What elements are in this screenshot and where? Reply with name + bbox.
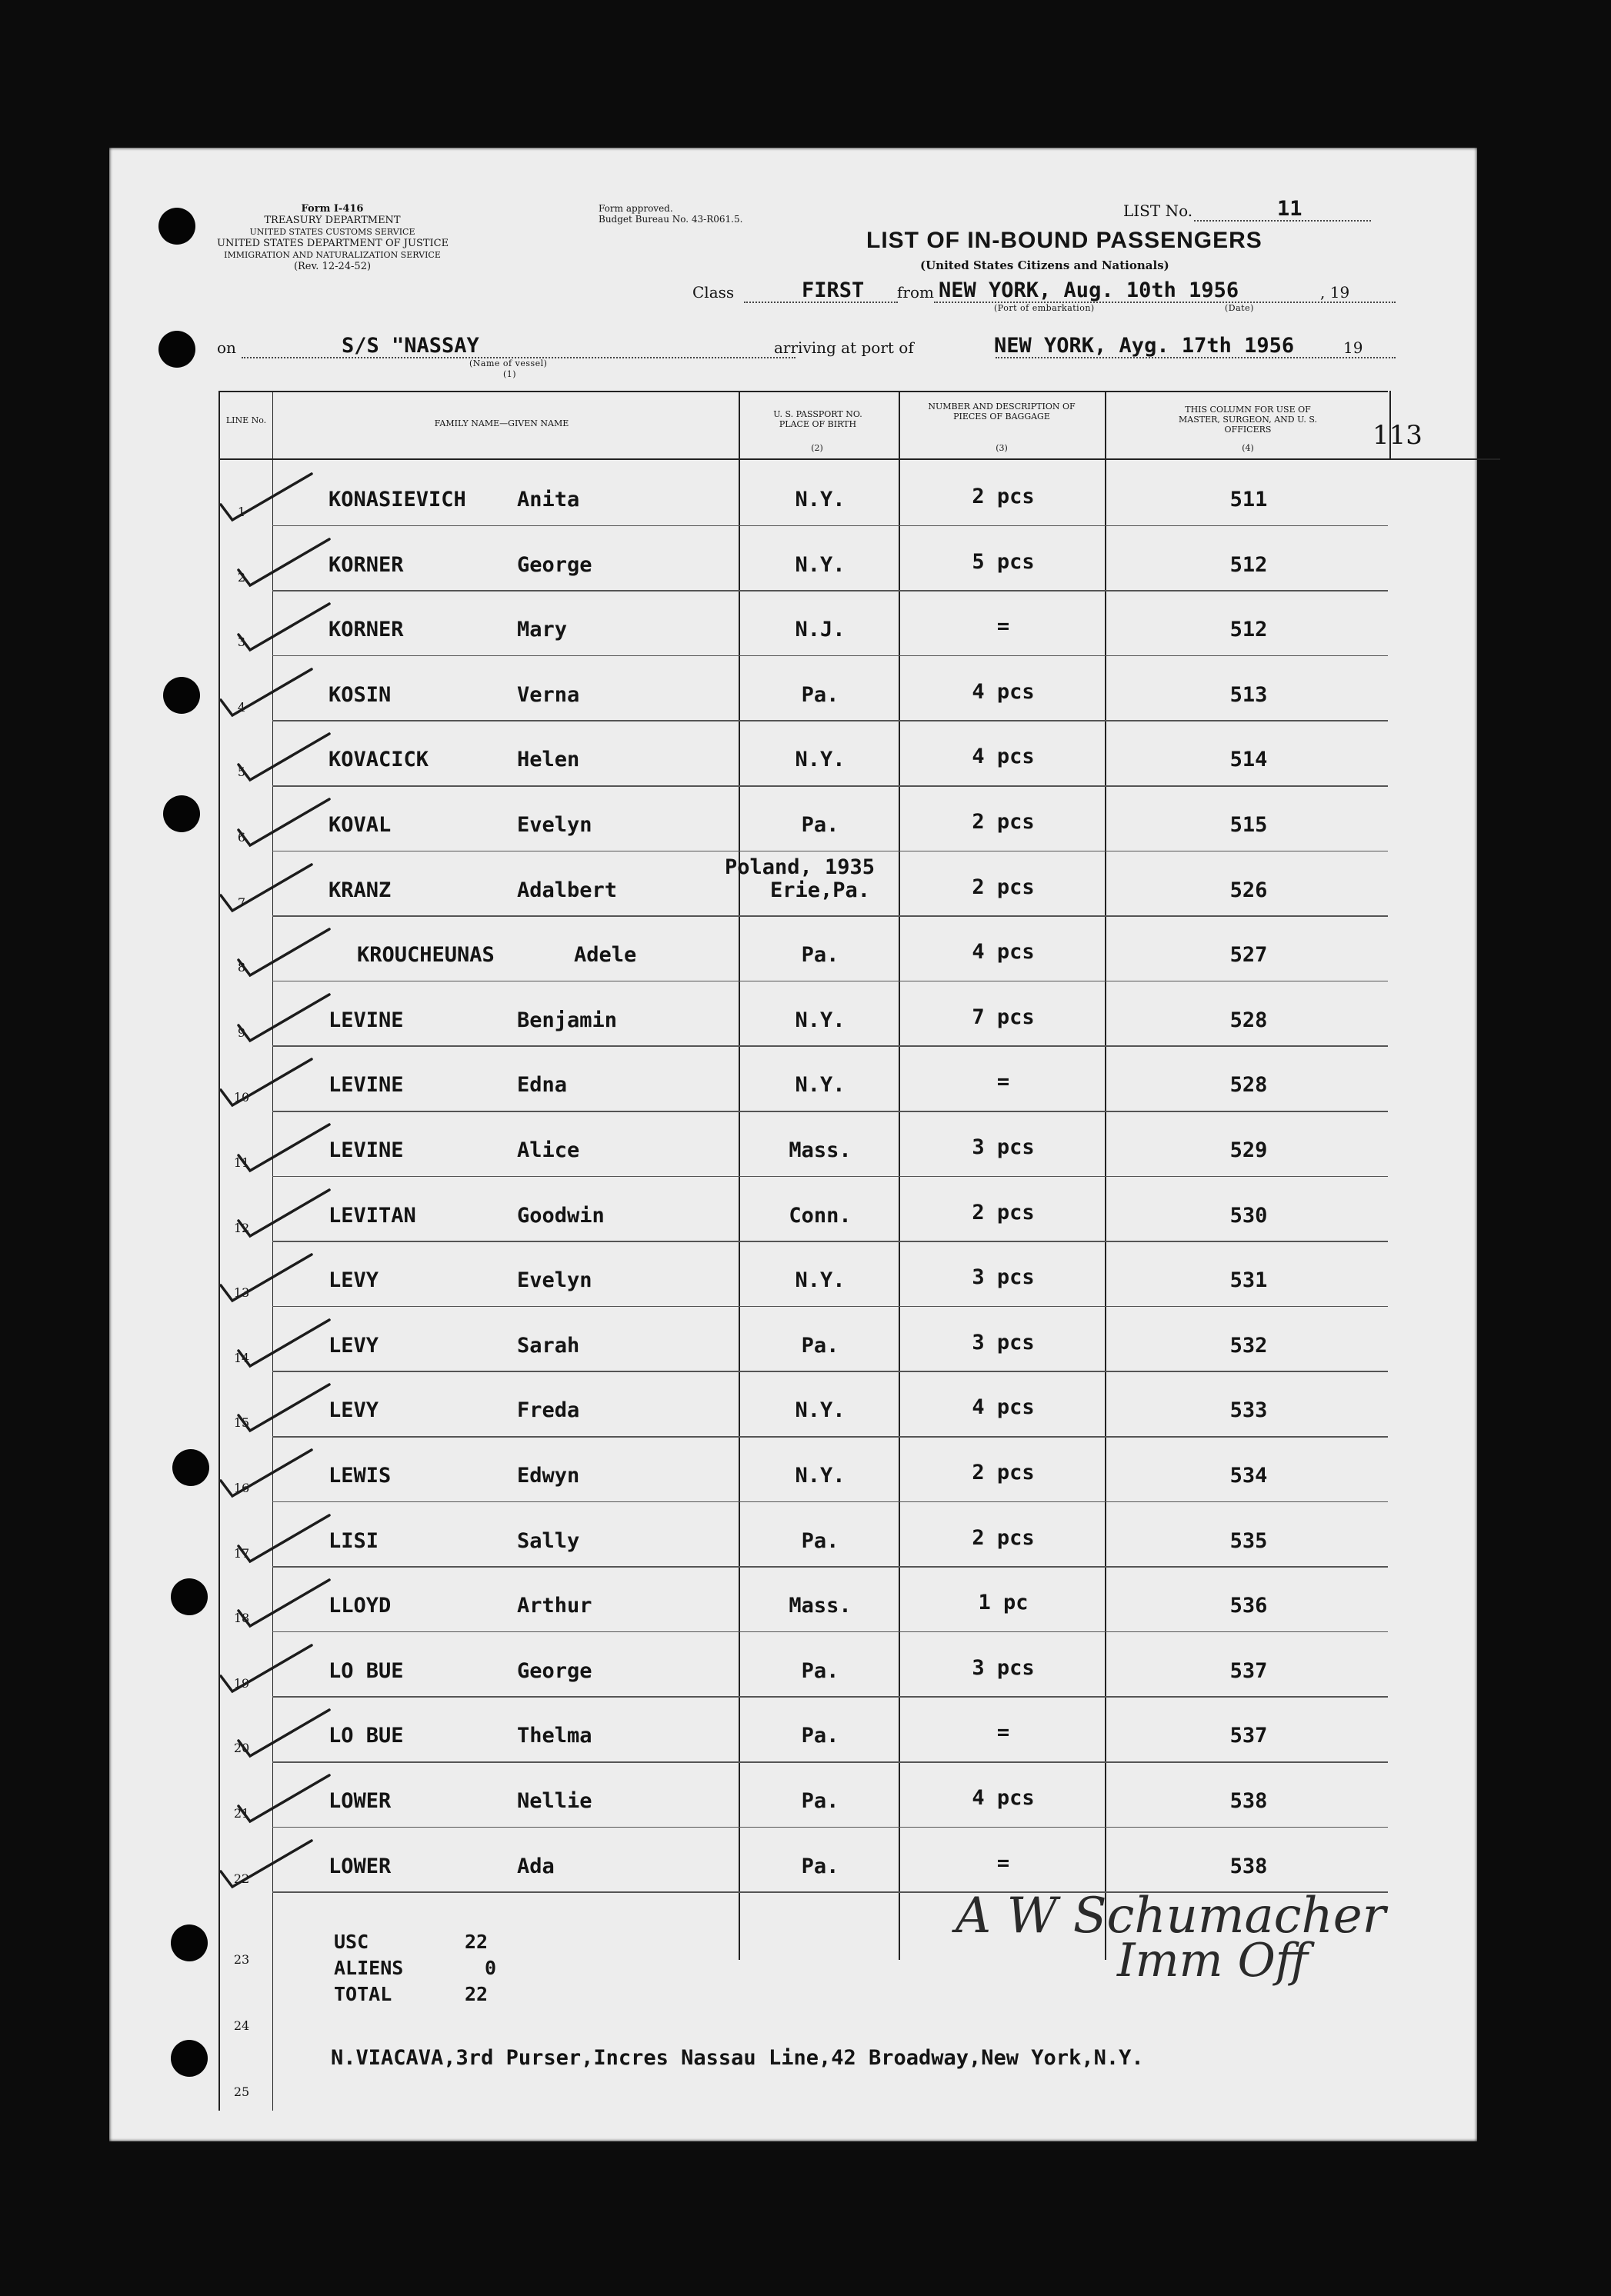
vessel-caption-number: (1) bbox=[503, 369, 517, 379]
baggage-pieces: 7 pcs bbox=[972, 1005, 1035, 1029]
given-name: Verna bbox=[517, 682, 580, 707]
check-mark bbox=[231, 598, 339, 659]
form-title: LIST OF IN-BOUND PASSENGERS bbox=[866, 228, 1262, 253]
family-name: LEVY bbox=[329, 1333, 379, 1358]
given-name: Goodwin bbox=[517, 1203, 605, 1228]
col-header-passport: U. S. PASSPORT NO. PLACE OF BIRTH bbox=[773, 409, 862, 429]
given-name: Edna bbox=[517, 1073, 568, 1098]
check-mark bbox=[231, 1704, 339, 1765]
check-mark bbox=[231, 1574, 339, 1635]
given-name: Adele bbox=[574, 943, 637, 968]
baggage-pieces: 2 pcs bbox=[972, 1461, 1035, 1485]
family-name: LEWIS bbox=[329, 1464, 392, 1488]
line-number: 8 bbox=[237, 960, 246, 975]
officer-number: 529 bbox=[1229, 1138, 1268, 1162]
justice-dept: UNITED STATES DEPARTMENT OF JUSTICE bbox=[217, 238, 449, 249]
line-number: 9 bbox=[237, 1025, 246, 1040]
date-caption: (Date) bbox=[1225, 303, 1254, 313]
place-of-birth: Mass. bbox=[789, 1138, 852, 1162]
place-of-birth: Pa. bbox=[801, 1528, 839, 1553]
officer-number: 533 bbox=[1229, 1398, 1268, 1423]
given-name: Edwyn bbox=[517, 1464, 580, 1488]
officer-number: 513 bbox=[1229, 682, 1268, 707]
col-header-baggage-number: (3) bbox=[996, 443, 1008, 453]
col-header-officers: THIS COLUMN FOR USE OF MASTER, SURGEON, AND U. S. OFFICERS bbox=[1178, 405, 1317, 435]
form-revision: (Rev. 12-24-52) bbox=[293, 261, 372, 272]
given-name: George bbox=[517, 552, 592, 577]
family-name: LOWER bbox=[329, 1854, 392, 1878]
check-mark bbox=[213, 1639, 321, 1701]
treasury-dept: TREASURY DEPARTMENT bbox=[264, 215, 401, 226]
officer-number: 538 bbox=[1229, 1854, 1268, 1878]
row-rule bbox=[272, 720, 1388, 721]
given-name: Mary bbox=[517, 618, 568, 642]
form-number: Form I-416 bbox=[301, 203, 364, 215]
check-mark bbox=[231, 533, 339, 595]
place-of-birth: Pa. bbox=[801, 1724, 839, 1748]
binder-hole bbox=[158, 208, 195, 245]
row-rule bbox=[272, 915, 1388, 917]
officer-number: 532 bbox=[1229, 1333, 1268, 1358]
binder-hole bbox=[171, 1924, 208, 1961]
given-name: Adalbert bbox=[517, 878, 618, 902]
officer-signature: A W Schumacher bbox=[956, 1888, 1386, 1944]
immigration-service: IMMIGRATION AND NATURALIZATION SERVICE bbox=[224, 250, 441, 260]
given-name: Evelyn bbox=[517, 1268, 592, 1293]
class-value: FIRST bbox=[802, 278, 865, 302]
check-mark bbox=[213, 1248, 321, 1310]
given-name: Arthur bbox=[517, 1594, 592, 1618]
family-name: KORNER bbox=[329, 552, 404, 577]
check-mark bbox=[231, 1769, 339, 1831]
place-of-birth: N.Y. bbox=[795, 1398, 846, 1423]
place-of-birth: Erie,Pa. bbox=[769, 878, 871, 902]
family-name: LOWER bbox=[329, 1789, 392, 1813]
row-rule bbox=[272, 1371, 1388, 1372]
row-rule bbox=[272, 1501, 1388, 1503]
officer-number: 537 bbox=[1229, 1658, 1268, 1683]
port-embarkation-caption: (Port of embarkation) bbox=[994, 303, 1095, 313]
baggage-pieces: 4 pcs bbox=[972, 1395, 1035, 1420]
family-name: LLOYD bbox=[329, 1594, 392, 1618]
line-number: 10 bbox=[233, 1090, 250, 1105]
given-name: Ada bbox=[517, 1854, 555, 1878]
check-mark bbox=[231, 988, 339, 1050]
row-rule bbox=[272, 525, 1388, 527]
place-of-birth: N.Y. bbox=[795, 1073, 846, 1098]
baggage-pieces: 3 pcs bbox=[972, 1655, 1035, 1680]
baggage-pieces: 4 pcs bbox=[972, 1786, 1035, 1810]
family-name: KONASIEVICH bbox=[329, 488, 466, 512]
place-of-birth: Pa. bbox=[801, 943, 839, 968]
baggage-pieces: 2 pcs bbox=[972, 875, 1035, 899]
line-number: 15 bbox=[233, 1415, 250, 1431]
family-name: LEVINE bbox=[329, 1138, 404, 1162]
page-number: 113 bbox=[1373, 420, 1423, 451]
family-name: KRANZ bbox=[329, 878, 392, 902]
place-of-birth: N.Y. bbox=[795, 488, 846, 512]
line-number: 4 bbox=[237, 699, 246, 715]
manifest-page bbox=[109, 148, 1477, 2141]
budget-bureau: Budget Bureau No. 43-R061.5. bbox=[599, 214, 743, 225]
row-rule bbox=[272, 1696, 1388, 1698]
row-rule bbox=[272, 1241, 1388, 1242]
place-of-birth: N.Y. bbox=[795, 1464, 846, 1488]
family-name: LEVITAN bbox=[329, 1203, 416, 1228]
place-of-birth: Mass. bbox=[789, 1594, 852, 1618]
baggage-pieces: 5 pcs bbox=[972, 549, 1035, 574]
binder-hole bbox=[163, 795, 200, 832]
vessel-value: S/S "NASSAY bbox=[342, 334, 479, 358]
officer-number: 528 bbox=[1229, 1073, 1268, 1098]
baggage-pieces: 2 pcs bbox=[972, 485, 1035, 508]
place-of-birth: Pa. bbox=[801, 1333, 839, 1358]
list-number-label: LIST No. bbox=[1123, 202, 1193, 220]
family-name: KOSIN bbox=[329, 682, 392, 707]
given-name: Helen bbox=[517, 748, 580, 772]
approval-block bbox=[599, 203, 742, 225]
baggage-pieces: = bbox=[996, 1070, 1010, 1095]
baggage-pieces: 2 pcs bbox=[972, 1525, 1035, 1550]
check-mark bbox=[213, 663, 321, 725]
baggage-pieces: 4 pcs bbox=[972, 745, 1035, 769]
line-number: 25 bbox=[233, 2084, 250, 2099]
family-name: KOVACICK bbox=[329, 748, 429, 772]
line-number: 7 bbox=[237, 895, 246, 910]
given-name: George bbox=[517, 1658, 592, 1683]
family-name: KOVAL bbox=[329, 813, 392, 837]
arrival-value: NEW YORK, Ayg. 17th 1956 bbox=[994, 334, 1295, 358]
from-value: NEW YORK, Aug. 10th 1956 bbox=[939, 278, 1239, 302]
baggage-pieces: = bbox=[996, 1721, 1010, 1745]
given-name: Freda bbox=[517, 1398, 580, 1423]
baggage-pieces: 4 pcs bbox=[972, 679, 1035, 704]
check-mark bbox=[231, 1314, 339, 1375]
given-name: Evelyn bbox=[517, 813, 592, 837]
officer-number: 514 bbox=[1229, 748, 1268, 772]
form-approved: Form approved. bbox=[599, 203, 673, 214]
place-of-birth: N.Y. bbox=[795, 1268, 846, 1293]
row-rule bbox=[272, 1306, 1388, 1308]
given-name: Nellie bbox=[517, 1789, 592, 1813]
on-label: on bbox=[217, 338, 236, 357]
class-label: Class bbox=[692, 283, 735, 302]
check-mark bbox=[231, 923, 339, 985]
table-header-border bbox=[218, 458, 1500, 460]
line-number: 13 bbox=[233, 1285, 250, 1301]
baggage-pieces: 1 pc bbox=[978, 1591, 1029, 1615]
row-rule bbox=[272, 655, 1388, 657]
col-header-passport-number: (2) bbox=[811, 443, 823, 453]
family-name: LEVY bbox=[329, 1398, 379, 1423]
family-name: LEVINE bbox=[329, 1073, 404, 1098]
row-rule bbox=[272, 1111, 1388, 1112]
arrival-year-prefix: 19 bbox=[1343, 338, 1363, 357]
officer-number: 537 bbox=[1229, 1724, 1268, 1748]
col-header-baggage: NUMBER AND DESCRIPTION OF PIECES OF BAGGAGE bbox=[928, 402, 1076, 422]
officer-number: 530 bbox=[1229, 1203, 1268, 1228]
given-name: Benjamin bbox=[517, 1008, 618, 1032]
from-year-prefix: , 19 bbox=[1320, 283, 1350, 302]
row-rule bbox=[272, 981, 1388, 982]
usc-label: USC bbox=[334, 1931, 369, 1953]
form-issuer-block bbox=[217, 203, 448, 272]
officer-number: 528 bbox=[1229, 1008, 1268, 1032]
baggage-pieces: = bbox=[996, 1851, 1010, 1875]
binder-hole bbox=[172, 1449, 209, 1486]
check-mark bbox=[231, 793, 339, 855]
officer-number: 538 bbox=[1229, 1789, 1268, 1813]
baggage-pieces: = bbox=[996, 615, 1010, 639]
family-name: LEVY bbox=[329, 1268, 379, 1293]
row-rule bbox=[272, 590, 1388, 591]
check-mark bbox=[231, 728, 339, 789]
line-number: 23 bbox=[233, 1952, 250, 1967]
line-number: 16 bbox=[233, 1481, 250, 1495]
line-number: 6 bbox=[237, 830, 246, 845]
family-name: LO BUE bbox=[329, 1724, 404, 1748]
baggage-pieces: 3 pcs bbox=[972, 1330, 1035, 1355]
line-number: 5 bbox=[237, 765, 246, 780]
row-rule bbox=[272, 1631, 1388, 1633]
binder-hole bbox=[158, 331, 195, 368]
total-label: TOTAL bbox=[334, 1983, 392, 2005]
binder-hole bbox=[171, 2040, 208, 2077]
officer-number: 512 bbox=[1229, 552, 1268, 577]
line-number: 14 bbox=[233, 1350, 250, 1365]
check-mark bbox=[231, 1509, 339, 1571]
officer-number: 515 bbox=[1229, 813, 1268, 837]
family-name: LISI bbox=[329, 1528, 379, 1553]
given-name: Sally bbox=[517, 1528, 580, 1553]
col-header-officers-number: (4) bbox=[1242, 443, 1254, 453]
baggage-pieces: 2 pcs bbox=[972, 1200, 1035, 1225]
officer-number: 534 bbox=[1229, 1464, 1268, 1488]
from-label: from bbox=[897, 283, 934, 302]
purser-footer: N.VIACAVA,3rd Purser,Incres Nassau Line,42 Broadway,New York,N.Y. bbox=[331, 2046, 1144, 2070]
officer-number: 512 bbox=[1229, 618, 1268, 642]
baggage-pieces: 3 pcs bbox=[972, 1135, 1035, 1159]
list-number-value: 11 bbox=[1277, 197, 1302, 221]
check-mark bbox=[213, 1053, 321, 1115]
row-rule bbox=[272, 1761, 1388, 1763]
usc-value: 22 bbox=[465, 1931, 489, 1953]
officer-signature-title: Imm Off bbox=[1117, 1934, 1309, 1988]
line-number: 19 bbox=[233, 1675, 250, 1691]
check-mark bbox=[213, 858, 321, 920]
check-mark bbox=[213, 1834, 321, 1896]
line-number: 2 bbox=[237, 569, 246, 585]
baggage-pieces: 2 pcs bbox=[972, 810, 1035, 834]
row-rule bbox=[272, 785, 1388, 787]
check-mark bbox=[231, 1378, 339, 1440]
line-number: 20 bbox=[233, 1741, 250, 1756]
given-name: Alice bbox=[517, 1138, 580, 1162]
row-rule bbox=[272, 1827, 1388, 1828]
aliens-value: 0 bbox=[485, 1957, 497, 1979]
given-name: Anita bbox=[517, 488, 580, 512]
customs-service: UNITED STATES CUSTOMS SERVICE bbox=[249, 227, 415, 237]
total-value: 22 bbox=[465, 1983, 489, 2005]
officer-number: 511 bbox=[1229, 488, 1268, 512]
given-name: Sarah bbox=[517, 1333, 580, 1358]
baggage-pieces: 4 pcs bbox=[972, 940, 1035, 965]
row-rule bbox=[272, 851, 1388, 852]
officer-number: 535 bbox=[1229, 1528, 1268, 1553]
check-mark bbox=[213, 468, 321, 529]
col-header-line-no: LINE No. bbox=[225, 415, 267, 425]
form-subtitle: (United States Citizens and Nationals) bbox=[920, 258, 1169, 272]
check-mark bbox=[231, 1184, 339, 1245]
line-number: 21 bbox=[233, 1806, 250, 1821]
place-of-birth: N.Y. bbox=[795, 552, 846, 577]
place-of-birth-note: Poland, 1935 bbox=[725, 855, 876, 879]
line-number: 18 bbox=[233, 1611, 250, 1626]
place-of-birth: Pa. bbox=[801, 1854, 839, 1878]
officer-number: 526 bbox=[1229, 878, 1268, 902]
place-of-birth: N.J. bbox=[795, 618, 846, 642]
family-name: LO BUE bbox=[329, 1658, 404, 1683]
officer-number: 527 bbox=[1229, 943, 1268, 968]
place-of-birth: Pa. bbox=[801, 813, 839, 837]
binder-hole bbox=[171, 1578, 208, 1615]
place-of-birth: Pa. bbox=[801, 1789, 839, 1813]
officer-number: 536 bbox=[1229, 1594, 1268, 1618]
line-number: 11 bbox=[233, 1155, 250, 1170]
place-of-birth: Conn. bbox=[789, 1203, 852, 1228]
line-number: 1 bbox=[237, 505, 246, 519]
place-of-birth: Pa. bbox=[801, 682, 839, 707]
row-rule bbox=[272, 1045, 1388, 1047]
officer-number: 531 bbox=[1229, 1268, 1268, 1293]
line-number: 17 bbox=[233, 1545, 250, 1561]
line-number: 24 bbox=[233, 2018, 250, 2033]
table-top-border bbox=[218, 391, 1388, 392]
place-of-birth: N.Y. bbox=[795, 748, 846, 772]
given-name: Thelma bbox=[517, 1724, 592, 1748]
vessel-caption: (Name of vessel) bbox=[469, 358, 548, 368]
place-of-birth: Pa. bbox=[801, 1658, 839, 1683]
place-of-birth: N.Y. bbox=[795, 1008, 846, 1032]
line-number: 12 bbox=[233, 1220, 250, 1235]
family-name: LEVINE bbox=[329, 1008, 404, 1032]
col-header-name: FAMILY NAME—GIVEN NAME bbox=[434, 418, 569, 428]
line-number: 3 bbox=[237, 635, 246, 650]
family-name: KORNER bbox=[329, 618, 404, 642]
row-rule bbox=[272, 1566, 1388, 1568]
binder-hole bbox=[163, 677, 200, 714]
family-name: KROUCHEUNAS bbox=[357, 943, 495, 968]
check-mark bbox=[213, 1444, 321, 1505]
row-rule bbox=[272, 1176, 1388, 1178]
check-mark bbox=[231, 1118, 339, 1180]
aliens-label: ALIENS bbox=[334, 1957, 404, 1979]
row-rule bbox=[272, 1436, 1388, 1438]
arriving-label: arriving at port of bbox=[774, 338, 914, 357]
line-number: 22 bbox=[233, 1871, 250, 1886]
baggage-pieces: 3 pcs bbox=[972, 1265, 1035, 1290]
